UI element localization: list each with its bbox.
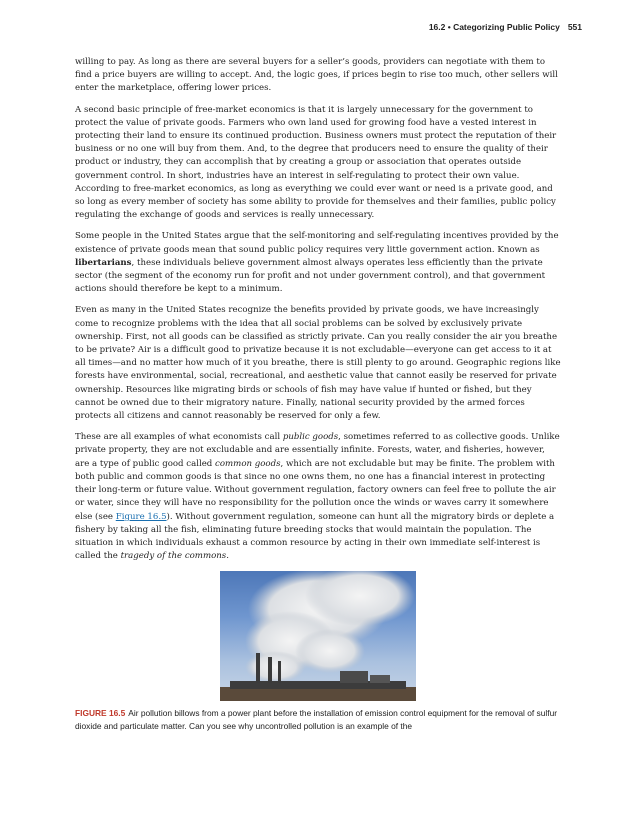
term-public-goods: public goods: [282, 432, 339, 443]
paragraph-2: A second basic principle of free-market economics is that it is largely unnecessary for the government to protect the value of private goods. Farmers who own land used for growing food have a vested interest in protecting their land to ensure its continued production. Business owners must protect the reputation of their business or no one will buy from them. And, to the degree that producers need to ensure the quality of their product or industry, they can accomplish that by creating a group or association that operates outside government control. In short, industries have an interest in self-regulating to protect their own value. According to free-market economics, as long as everything we could ever want or need is a private good, and so long as every member of society has some ability to provide for themselves and their families, public policy regulating the exchange of goods and services is really unnecessary.: [75, 104, 557, 221]
paragraph-3-text-b: , these individuals believe government almost always operates less efficiently than the private sector (the segment of the economy run for profit and not under government control), and that government actions should therefore be kept to a minimum.: [75, 257, 546, 295]
paragraph-3-text-a: Some people in the United States argue that the self-monitoring and self-regulating incentives provided by the existence of private goods mean that sound public policy requires very little government action. Known as: [75, 231, 559, 255]
smokestack: [268, 657, 272, 683]
section-title: 16.2 • Categorizing Public Policy: [428, 22, 560, 32]
power-plant-illustration: [220, 571, 416, 701]
term-libertarians: libertarians: [75, 257, 132, 268]
figure-caption: [75, 707, 561, 733]
paragraph-5-text-d: ). Without government regulation, someone can hunt all the migratory birds or deplete a fishery by taking all the fish, eliminating future breeding stocks that would maintain the population. The situation in which individuals exhaust a common resource by acting in their own immediate self-interest is called the: [75, 511, 555, 562]
running-header: [429, 22, 582, 32]
plant-building: [370, 675, 390, 683]
paragraph-5-text-e: .: [226, 551, 229, 562]
plant-building: [340, 671, 368, 683]
term-common-goods: common goods: [215, 458, 281, 469]
page-number: 551: [567, 22, 582, 32]
paragraph-3: [75, 230, 561, 296]
term-tragedy-of-the-commons: tragedy of the commons: [120, 551, 227, 562]
paragraph-5-text-a: These are all examples of what economists call: [75, 432, 283, 443]
paragraph-5-text-c: , which are not excludable but may be finite. The problem with both public and common goods is that since no one owns them, no one has a financial interest in protecting their long-term or future value. Without government regulation, factory owners can feel free to pollute the air or water, since they will have no responsibility for the pollution once the winds or waves carry it somewhere else (see: [75, 458, 556, 522]
figure-label: FIGURE 16.5: [75, 708, 126, 719]
paragraph-5: [75, 431, 561, 563]
power-plant-photo: [220, 571, 416, 701]
figure-16-5-link[interactable]: Figure 16.5: [115, 511, 167, 522]
ground: [220, 687, 416, 701]
paragraph-5-text-b: , sometimes referred to as collective goods. Unlike private property, they are not excludable and are essentially infinite. Forests, water, and fisheries, however, are a type of public good called: [75, 432, 560, 469]
smokestack: [256, 653, 260, 683]
page-content: [75, 56, 561, 733]
paragraph-4: Even as many in the United States recognize the benefits provided by private goods, we have increasingly come to recognize problems with the idea that all social problems can be solved by exclusively private ownership. First, not all goods can be classified as strictly private. Can you really consider the air you breathe to be private? Air is a difficult good to privatize because it is not excludable—everyone can get access to it at all times—and no matter how much of it you breathe, there is still plenty to go around. Geographic regions like forests have environmental, social, recreational, and aesthetic value that cannot easily be reserved for private ownership. Resources like migrating birds or schools of fish may have value if hunted or fished, but they cannot be owned due to their migratory nature. Finally, national security provided by the armed forces protects all citizens and cannot reasonably be reserved for only a few.: [75, 305, 561, 422]
smokestack: [278, 661, 281, 683]
figure-caption-text: Air pollution billows from a power plant before the installation of emission control equipment for the removal of sulfur dioxide and particulate matter. Can you see why uncontrolled pollution is an example of the: [75, 708, 558, 732]
smoke-cloud: [295, 629, 365, 673]
paragraph-1: willing to pay. As long as there are several buyers for a seller’s goods, providers can negotiate with them to find a price buyers are willing to accept. And, the logic goes, if prices begin to rise too much, other sellers will enter the marketplace, offering lower prices.: [75, 57, 558, 94]
